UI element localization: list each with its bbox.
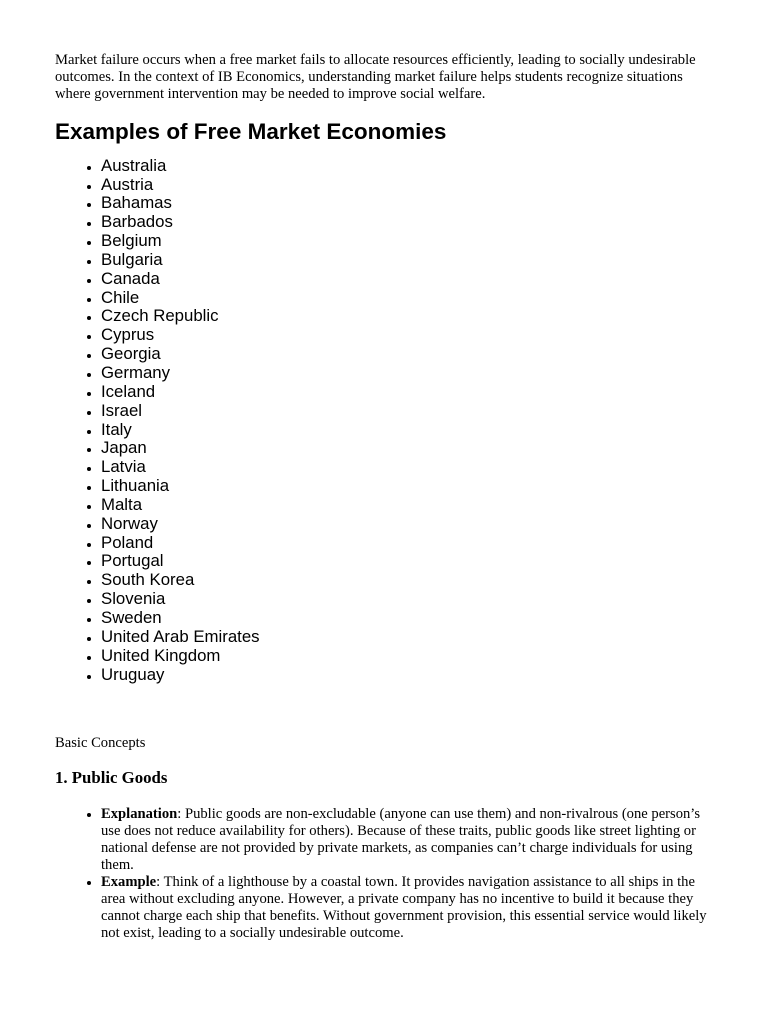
country-list bbox=[55, 157, 715, 685]
country-item: • Georgia bbox=[101, 345, 715, 364]
country-item: • Uruguay bbox=[101, 666, 715, 685]
country-item: • Austria bbox=[101, 176, 715, 195]
country-item: • Poland bbox=[101, 534, 715, 553]
point-label: Example bbox=[101, 873, 157, 890]
country-item: • Lithuania bbox=[101, 477, 715, 496]
public-goods-list bbox=[55, 806, 715, 941]
country-item: • Bulgaria bbox=[101, 251, 715, 270]
country-item: • Portugal bbox=[101, 552, 715, 571]
list-item bbox=[101, 806, 715, 874]
country-item: • South Korea bbox=[101, 571, 715, 590]
country-item: • Australia bbox=[101, 157, 715, 176]
country-item: • Bahamas bbox=[101, 194, 715, 213]
country-item: • Israel bbox=[101, 402, 715, 421]
country-item: • Slovenia bbox=[101, 590, 715, 609]
country-item: • Canada bbox=[101, 270, 715, 289]
country-item: • Japan bbox=[101, 439, 715, 458]
country-item: • Norway bbox=[101, 515, 715, 534]
point-text: : Think of a lighthouse by a coastal town. It provides navigation assistance to all ships in the area without excluding anyone. However, a private company has no incentive to build it because they cannot charge each ship that benefits. Without government provision, this essential service would likely not exist, leading to a socially undesirable outcome. bbox=[101, 873, 707, 941]
country-item: • Italy bbox=[101, 421, 715, 440]
country-item: • Iceland bbox=[101, 383, 715, 402]
country-item: • United Kingdom bbox=[101, 647, 715, 666]
country-item: • Malta bbox=[101, 496, 715, 515]
country-item: • Chile bbox=[101, 289, 715, 308]
examples-heading: Examples of Free Market Economies bbox=[55, 118, 447, 144]
point-label: Explanation bbox=[101, 806, 178, 823]
document-page bbox=[55, 52, 715, 942]
country-item: • Barbados bbox=[101, 213, 715, 232]
country-item: • Cyprus bbox=[101, 326, 715, 345]
country-item: • United Arab Emirates bbox=[101, 628, 715, 647]
public-goods-heading: 1. Public Goods bbox=[55, 768, 168, 788]
country-item: • Sweden bbox=[101, 609, 715, 628]
country-item: • Germany bbox=[101, 364, 715, 383]
country-item: • Latvia bbox=[101, 458, 715, 477]
country-item: • Czech Republic bbox=[101, 307, 715, 326]
section-label: Basic Concepts bbox=[55, 735, 146, 752]
intro-paragraph: Market failure occurs when a free market fails to allocate resources efficiently, leading to socially undesirable outcomes. In the context of IB Economics, understanding market failure helps students recognize situations where government intervention may be needed to improve social welfare. bbox=[55, 52, 696, 102]
country-item: • Belgium bbox=[101, 232, 715, 251]
point-text: : Public goods are non-excludable (anyone can use them) and non-rivalrous (one person’s use does not reduce availability for others). Because of these traits, public goods like street lighting or national defense are not provided by private markets, as companies can’t charge individuals for using them. bbox=[101, 806, 701, 874]
list-item bbox=[101, 874, 715, 942]
